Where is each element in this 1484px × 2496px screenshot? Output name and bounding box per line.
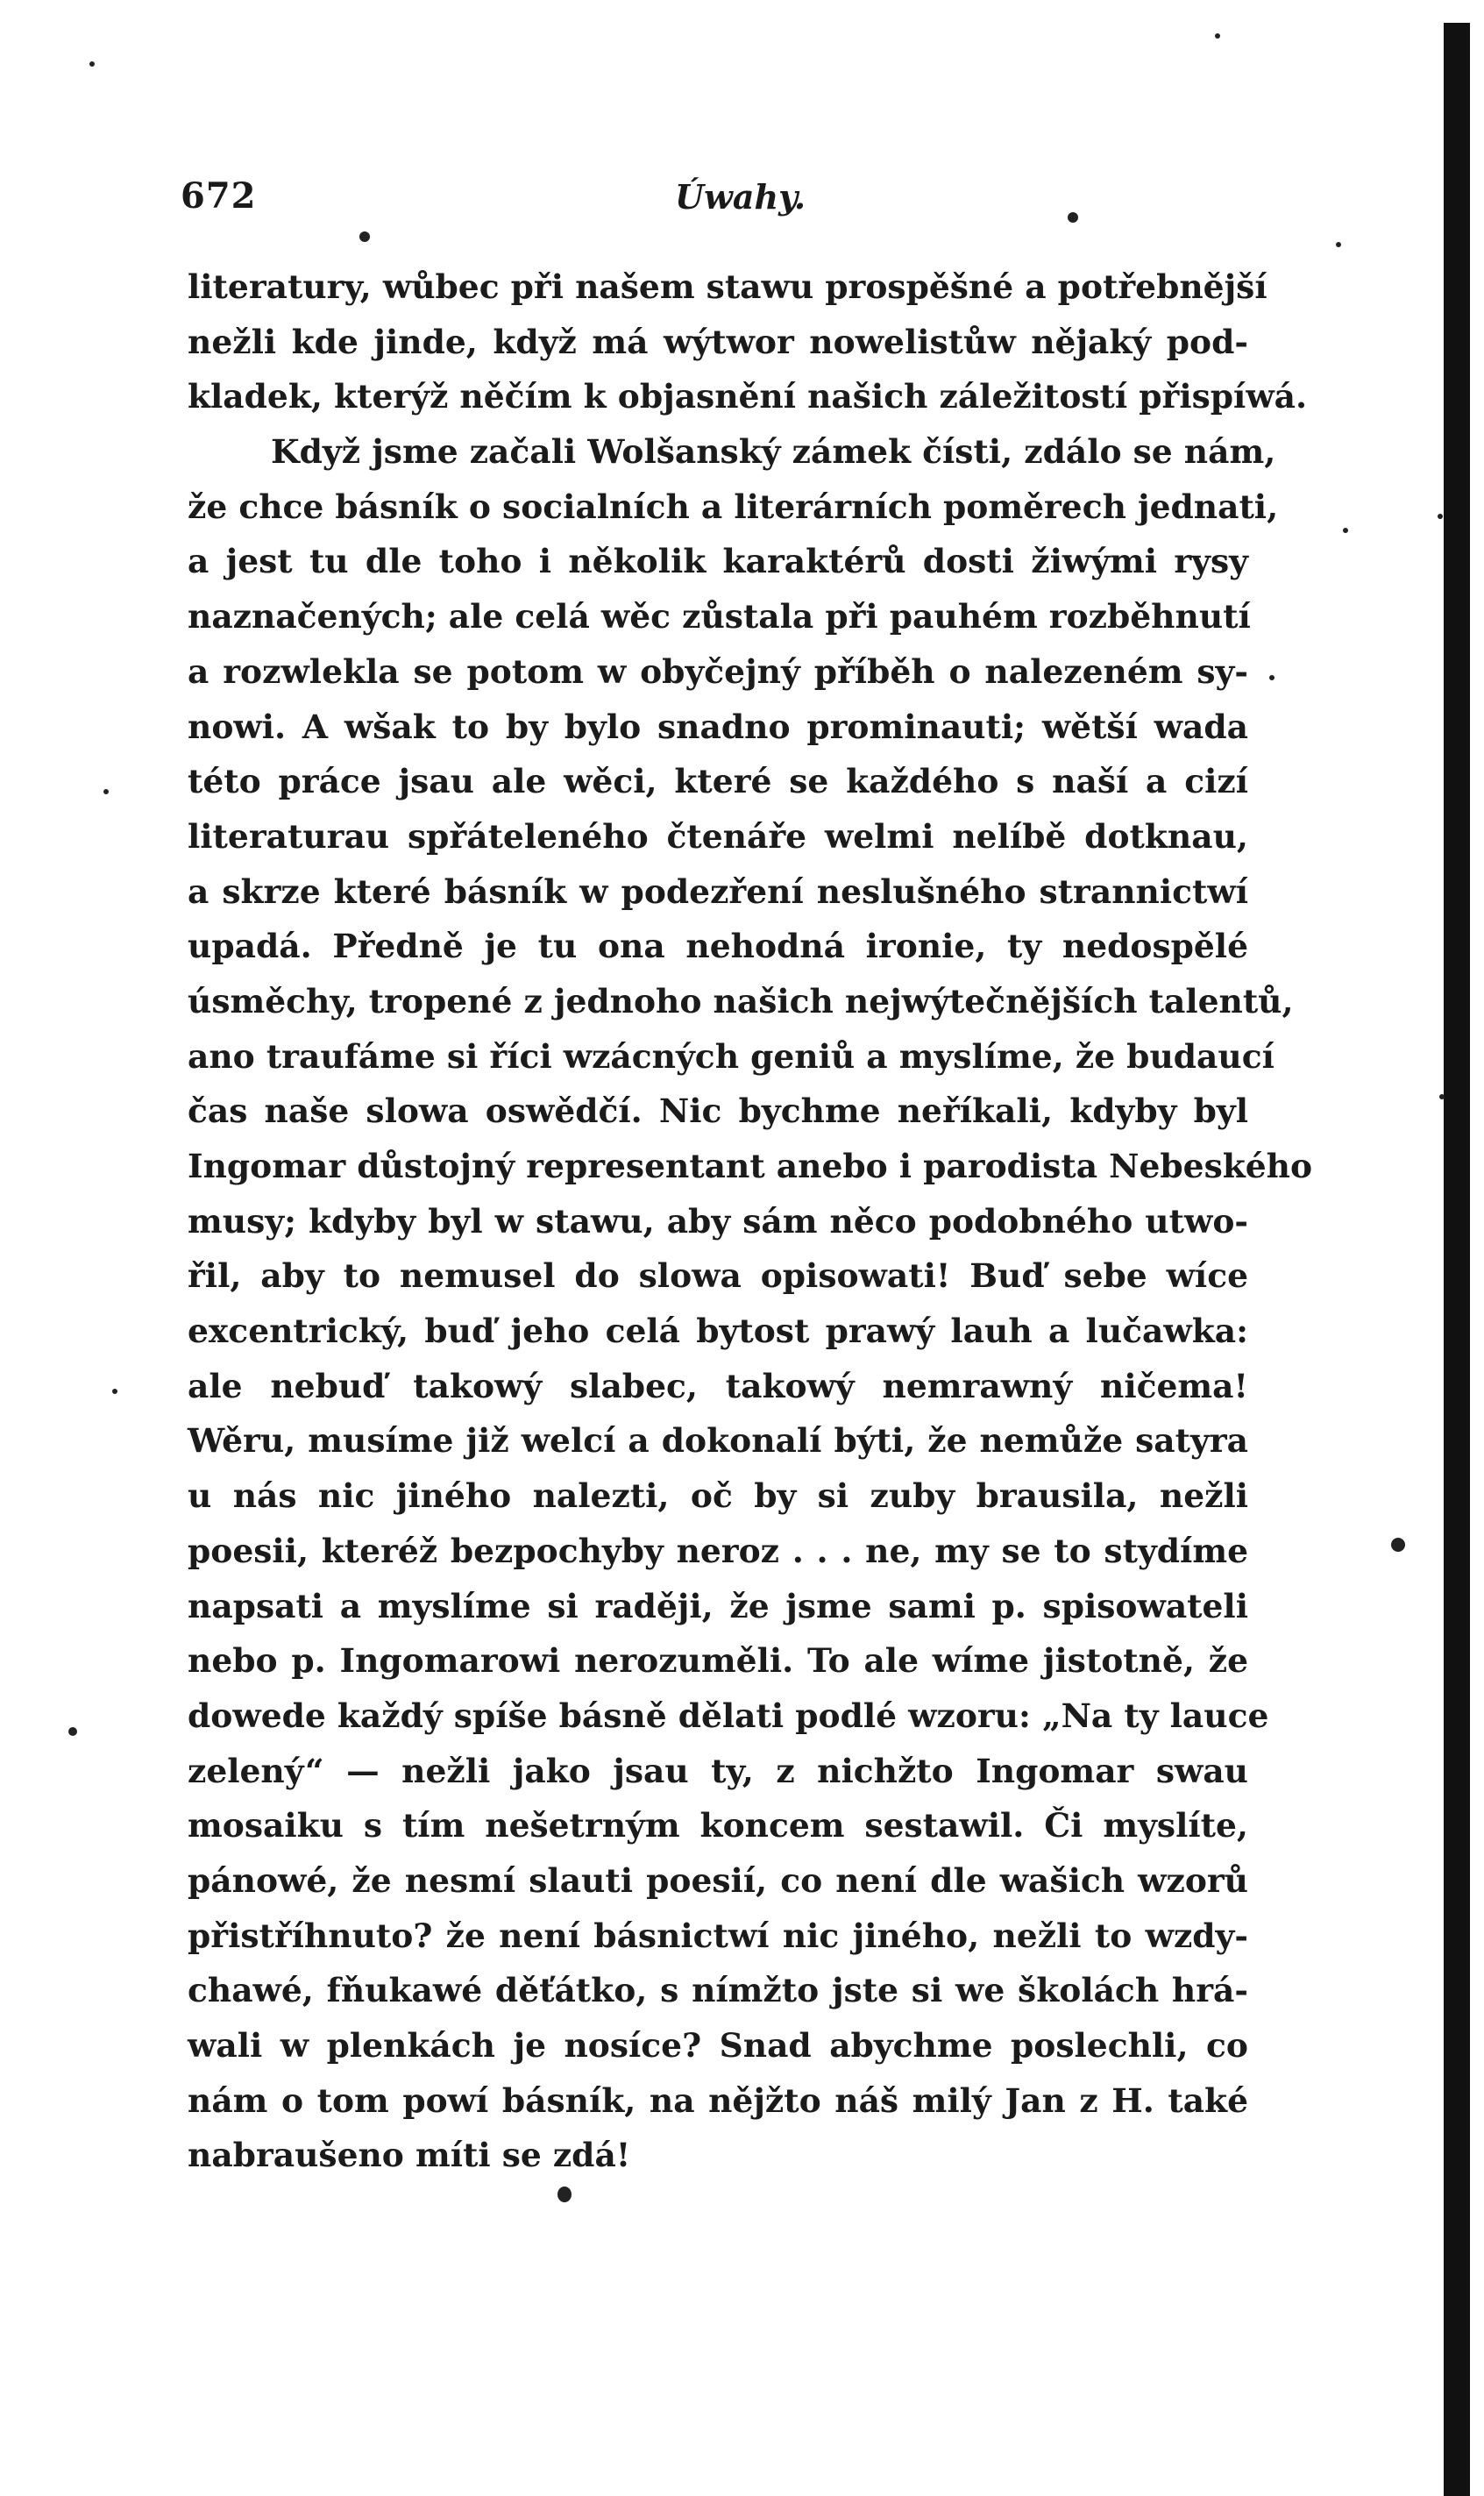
text-line: Wěru, musíme již welcí a dokonalí býti, že nemůže satyra [188, 1421, 1248, 1461]
text-line: a jest tu dle toho i několik karaktérů dosti žiwými rysy [188, 542, 1248, 581]
text-line: pánowé, že nesmí slauti poesií, co není dle wašich wzorů [188, 1860, 1248, 1900]
page-header [181, 175, 1259, 228]
scan-speck [1068, 212, 1078, 223]
text-line: literatury, wůbec při našem stawu prospěšné a potřebnější [188, 267, 1267, 306]
text-line: a rozwlekla se potom w obyčejný příběh o nalezeném sy- [188, 651, 1248, 691]
text-line: řil, aby to nemusel do slowa opisowati! Buď sebe wíce [188, 1256, 1248, 1296]
text-line: mosaiku s tím nešetrným koncem sestawil. Či myslíte, [188, 1806, 1248, 1845]
text-line: napsati a myslíme si raději, že jsme sami p. spisowateli [188, 1586, 1248, 1625]
text-line: nabraušeno míti se zdá! [188, 2136, 631, 2175]
page-number: 672 [181, 175, 257, 217]
running-title: Úwahy. [675, 177, 806, 217]
text-line: literaturau spřáteleného čtenáře welmi nelíbě dotknau, [188, 816, 1248, 856]
text-line: ale nebuď takowý slabec, takowý nemrawný ničema! [188, 1366, 1248, 1405]
scan-speck [89, 61, 95, 67]
body-text [188, 260, 1313, 2183]
scan-speck [103, 789, 109, 794]
text-line: Když jsme začali Wolšanský zámek čísti, zdálo se nám, [271, 432, 1276, 472]
text-line: nám o tom powí básník, na nějžto náš milý Jan z H. také [188, 2080, 1248, 2120]
text-line: nežli kde jinde, když má wýtwor nowelistůw nějaký pod- [188, 322, 1248, 361]
text-line: poesii, kteréž bezpochyby neroz . . . ne, my se to stydíme [188, 1531, 1248, 1570]
text-line: nebo p. Ingomarowi nerozuměli. To ale wíme jistotně, že [188, 1641, 1248, 1681]
text-line: ano traufáme si říci wzácných geniů a myslíme, že budaucí [188, 1036, 1275, 1076]
text-line: přistříhnuto? že není básnictwí nic jiného, nežli to wzdy- [188, 1916, 1248, 1955]
text-line: dowede každý spíše básně dělati podlé wzoru: „Na ty lauce [188, 1696, 1269, 1735]
text-line: Ingomar důstojný representant anebo i parodista Nebeského [188, 1147, 1313, 1185]
text-line: upadá. Předně je tu ona nehodná ironie, ty nedospělé [188, 927, 1248, 966]
text-line: u nás nic jiného nalezti, oč by si zuby brausila, nežli [188, 1476, 1248, 1516]
text-line: a skrze které básník w podezření neslušného strannictwí [188, 871, 1248, 911]
page-edge-shadow [1444, 23, 1470, 2496]
text-line: úsměchy, tropené z jednoho našich nejwýtečnějších talentů, [188, 981, 1294, 1020]
text-line: chawé, fňukawé děťátko, s nímžto jste si we školách hrá- [188, 1971, 1248, 2010]
scan-speck [1391, 1538, 1405, 1552]
scan-speck [1439, 1094, 1445, 1099]
scan-speck [1343, 528, 1348, 533]
text-line: že chce básník o socialních a literárních poměrech jednati, [188, 487, 1279, 526]
scan-speck [1215, 33, 1220, 39]
scan-speck [68, 1727, 77, 1736]
text-line: musy; kdyby byl w stawu, aby sám něco podobného utwo- [188, 1201, 1248, 1241]
text-line: kladek, kterýž něčím k objasnění našich záležitostí přispíwá. [188, 377, 1308, 416]
scan-speck [112, 1389, 117, 1394]
text-line: excentrický, buď jeho celá bytost prawý lauh a lučawka: [188, 1312, 1248, 1351]
text-line: této práce jsau ale wěci, které se každého s naší a cizí [188, 762, 1248, 801]
scan-speck [557, 2187, 572, 2202]
text-line: wali w plenkách je nosíce? Snad abychme poslechli, co [188, 2026, 1248, 2065]
scan-speck [1438, 514, 1443, 519]
text-line: zelený“ — nežli jako jsau ty, z nichžto Ingomar swau [188, 1751, 1248, 1790]
text-line: čas naše slowa oswědčí. Nic bychme neříkali, kdyby byl [188, 1092, 1248, 1131]
text-line: naznačených; ale celá wěc zůstala při pauhém rozběhnutí [188, 597, 1251, 636]
scan-speck [1269, 675, 1275, 680]
scan-speck [359, 231, 370, 242]
scan-speck [1336, 242, 1341, 247]
text-line: nowi. A wšak to by bylo snadno prominauti; wětší wada [188, 707, 1248, 746]
